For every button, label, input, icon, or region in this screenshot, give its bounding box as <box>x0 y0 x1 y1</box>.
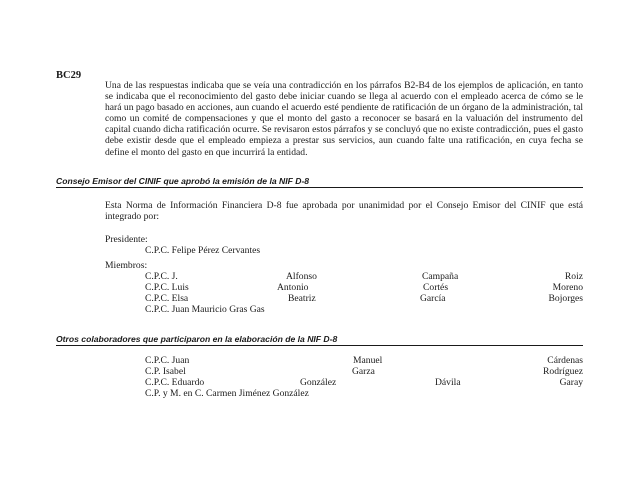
miembro-name-part: C.P.C. J. <box>145 271 178 282</box>
miembro-name-part: Antonio <box>277 282 309 293</box>
miembro-name-part: Cortés <box>423 282 449 293</box>
miembro-name-part: Campaña <box>422 271 459 282</box>
miembro-row <box>145 271 583 282</box>
miembros-label: Miembros: <box>105 260 148 271</box>
colaborador-name-part: C.P.C. Juan <box>145 355 190 366</box>
miembro-name-part: Bojorges <box>548 293 583 304</box>
miembro-name-part: Roiz <box>564 271 583 282</box>
colaborador-name-part: C.P. y M. en C. Carmen Jiménez González <box>145 388 309 399</box>
miembro-row <box>145 293 583 304</box>
colaborador-name-part: Garza <box>352 366 375 377</box>
consejo-intro: Esta Norma de Información Financiera D-8 fue aprobada por unanimidad por el Consejo Emisor del CINIF que está integrado por: <box>105 200 583 223</box>
miembro-row <box>145 282 583 293</box>
colaborador-name-part: Manuel <box>353 355 383 366</box>
presidente-name: C.P.C. Felipe Pérez Cervantes <box>145 245 261 256</box>
colaborador-row <box>145 377 583 388</box>
colaborador-name-part: González <box>300 377 337 388</box>
miembro-row <box>145 304 583 315</box>
bc29-paragraph: Una de las respuestas indicaba que se veía una contradicción en los párrafos B2-B4 de los ejemplos de aplicación, en tanto se indicaba que el reconocimiento del gasto debe iniciar cuando se llega al acuerdo con el empleado acerca de cómo se le hará un pago basado en acciones, aun cuando el acuerdo esté pendiente de ratificación de un órgano de la administración, tal como un comité de compensaciones y que el monto del gasto a reconocer se basará en la valuación del instrumento del capital cuando dicha ratificación ocurre. Se revisaron estos párrafos y se concluyó que no existe contradicción, pues el gasto debe existir desde que el empleado empieza a prestar sus servicios, aun cuando falte una ratificación, en cuya fecha se define el monto del gasto en que incurrirá la entidad. <box>105 80 583 158</box>
paragraph-id: BC29 <box>56 70 82 81</box>
miembro-name-part: C.P.C. Juan Mauricio Gras Gas <box>145 304 265 315</box>
colaborador-name-part: C.P. Isabel <box>145 366 186 377</box>
otros-heading: Otros colaboradores que participaron en la elaboración de la NIF D-8 <box>56 334 583 346</box>
consejo-heading: Consejo Emisor del CINIF que aprobó la emisión de la NIF D-8 <box>56 176 583 188</box>
miembro-name-part: Moreno <box>552 282 583 293</box>
colaborador-row <box>145 388 583 399</box>
miembro-name-part: Alfonso <box>286 271 317 282</box>
colaborador-name-part: Cárdenas <box>547 355 583 366</box>
colaborador-name-part: C.P.C. Eduardo <box>145 377 205 388</box>
miembro-name-part: García <box>420 293 446 304</box>
miembro-name-part: C.P.C. Luis <box>145 282 189 293</box>
colaborador-name-part: Rodríguez <box>543 366 583 377</box>
colaborador-row <box>145 366 583 377</box>
presidente-label: Presidente: <box>105 234 148 245</box>
colaborador-name-part: Garay <box>559 377 583 388</box>
colaborador-name-part: Dávila <box>435 377 461 388</box>
miembro-name-part: Beatriz <box>288 293 316 304</box>
colaborador-row <box>145 355 583 366</box>
miembro-name-part: C.P.C. Elsa <box>145 293 189 304</box>
